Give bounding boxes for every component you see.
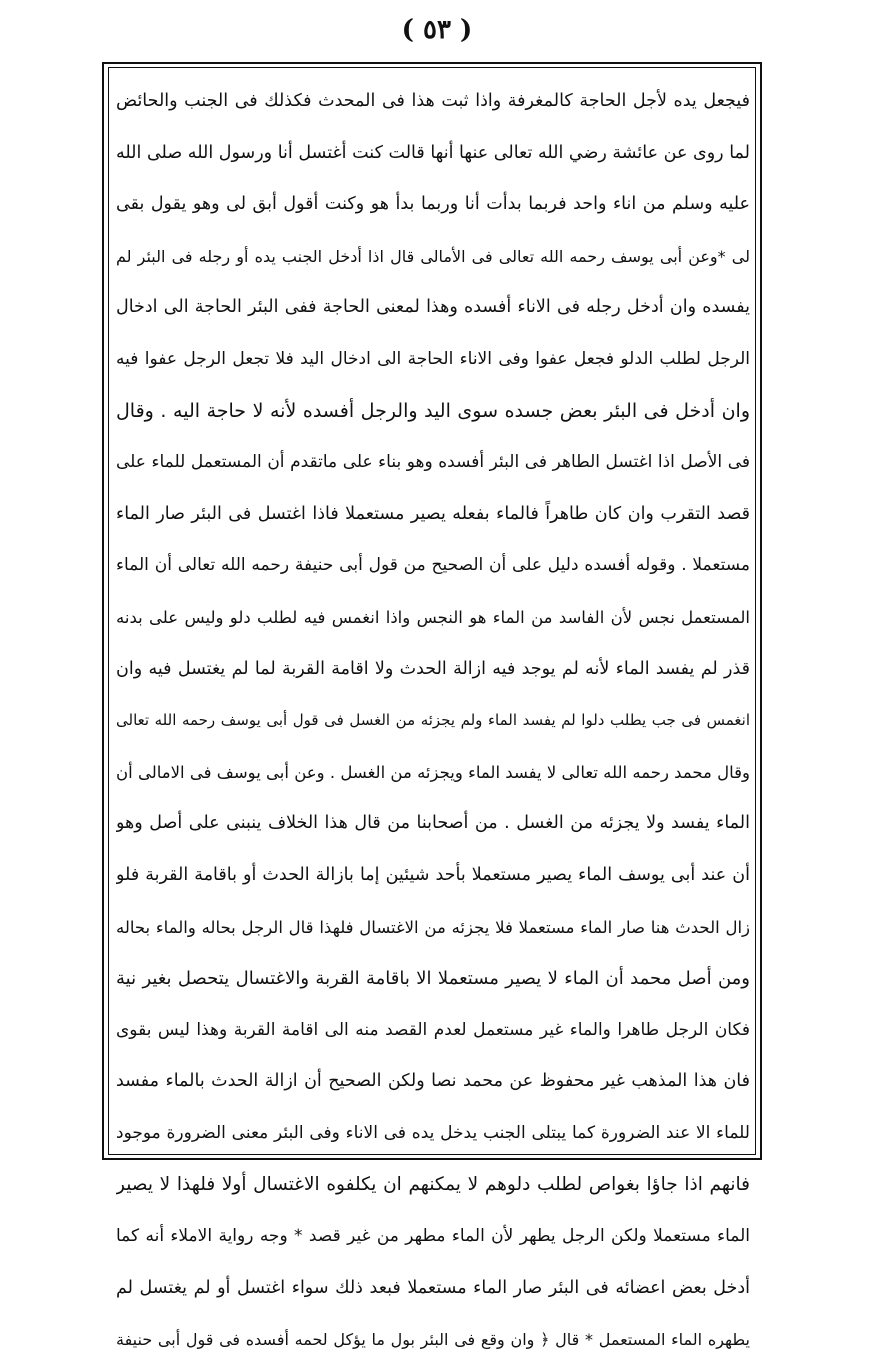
- text-line: فى الأصل اذا اغتسل الطاهر فى البئر أفسده وهو بناء على ماتقدم أن المستعمل للماء على: [116, 452, 750, 473]
- text-line: لما روى عن عائشة رضي الله تعالى عنها أنها قالت كنت أغتسل أنا ورسول الله صلى الله: [116, 142, 750, 163]
- text-line: يفسده وان أدخل رجله فى الاناء أفسده وهذا لمعنى الحاجة ففى البئر الحاجة الى ادخال: [116, 297, 750, 318]
- text-line: زال الحدث هنا صار الماء مستعملا فلا يجزئه من الاغتسال فلهذا قال الرجل بحاله والماء بحاله: [116, 917, 750, 937]
- text-line: عليه وسلم من اناء واحد فربما بدأت أنا وربما بدأ هو وكنت أقول أبق لى وهو يقول بقى: [116, 194, 750, 215]
- text-line: فيجعل يده لأجل الحاجة كالمغرفة واذا ثبت هذا فى المحدث فكذلك فى الجنب والحائض: [116, 91, 750, 111]
- text-line: أدخل بعض اعضائه فى البئر صار الماء مستعملا فبعد ذلك سواء اغتسل أو لم يغتسل لم: [116, 1277, 750, 1298]
- text-line: فانهم اذا جاؤا بغواص لطلب دلوهم لا يمكنهم ان يكلفوه الاغتسال أولا فلهذا لا يصير: [116, 1174, 750, 1196]
- text-line: يطهره الماء المستعمل * قال ﴿ وان وقع فى البئر بول ما يؤكل لحمه أفسده فى قول أبى حنيفة: [116, 1330, 750, 1350]
- text-line: وقال محمد رحمه الله تعالى لا يفسد الماء ويجزئه من الغسل . وعن أبى يوسف فى الامالى أن: [116, 762, 750, 782]
- text-line: وان أدخل فى البئر بعض جسده سوى اليد والرجل أفسده لأنه لا حاجة اليه . وقال: [116, 399, 750, 422]
- page-number: ( ٥٣ ): [401, 15, 473, 45]
- text-line: قصد التقرب وان كان طاهراً فالماء بفعله يصير مستعملا فاذا اغتسل فى البئر صار الماء: [116, 503, 750, 524]
- text-line: انغمس فى جب يطلب دلوا لم يفسد الماء ولم يجزئه من الغسل فى قول أبى يوسف رحمه الله تعالى: [116, 711, 750, 730]
- text-line: أن عند أبى يوسف الماء يصير مستعملا بأحد شيئين إما بازالة الحدث أو باقامة القربة فلو: [116, 864, 750, 885]
- text-line: مستعملا . وقوله أفسده دليل على أن الصحيح من قول أبى حنيفة رحمه الله تعالى أن الماء: [116, 555, 750, 576]
- text-line: قذر لم يفسد الماء لأنه لم يوجد فيه ازالة الحدث ولا اقامة القربة لما لم يغتسل فيه وان: [116, 658, 750, 679]
- text-line: الماء مستعملا ولكن الرجل يطهر لأن الماء مطهر من غير قصد * وجه رواية الاملاء أنه كما: [116, 1226, 750, 1247]
- text-line: ومن أصل محمد أن الماء لا يصير مستعملا الا باقامة القربة والاغتسال يتحصل بغير نية: [116, 968, 750, 990]
- text-line: المستعمل نجس لأن الفاسد من الماء هو النجس واذا انغمس فيه لطلب دلو وليس على بدنه: [116, 607, 750, 627]
- text-line: الرجل لطلب الدلو فجعل عفوا وفى الاناء الحاجة الى ادخال اليد فلا تجعل الرجل عفوا فيه: [116, 348, 750, 369]
- text-line: الماء يفسد ولا يجزئه من الغسل . من أصحابنا من قال هذا الخلاف ينبنى على أصل وهو: [116, 813, 750, 834]
- text-line: لى *وعن أبى يوسف رحمه الله تعالى فى الأمالى قال اذا أدخل الجنب يده أو رجله فى البئر لم: [116, 246, 750, 266]
- text-line: للماء الا عند الضرورة كما يبتلى الجنب يدخل يده فى الاناء وفى البئر معنى الضرورة موجود: [116, 1122, 750, 1143]
- text-line: فكان الرجل طاهرا والماء غير مستعمل لعدم القصد منه الى اقامة القربة وهذا ليس بقوى: [116, 1019, 750, 1040]
- text-line: فان هذا المذهب غير محفوظ عن محمد نصا ولكن الصحيح أن ازالة الحدث بالماء مفسد: [116, 1071, 750, 1092]
- text-body: [116, 76, 750, 1366]
